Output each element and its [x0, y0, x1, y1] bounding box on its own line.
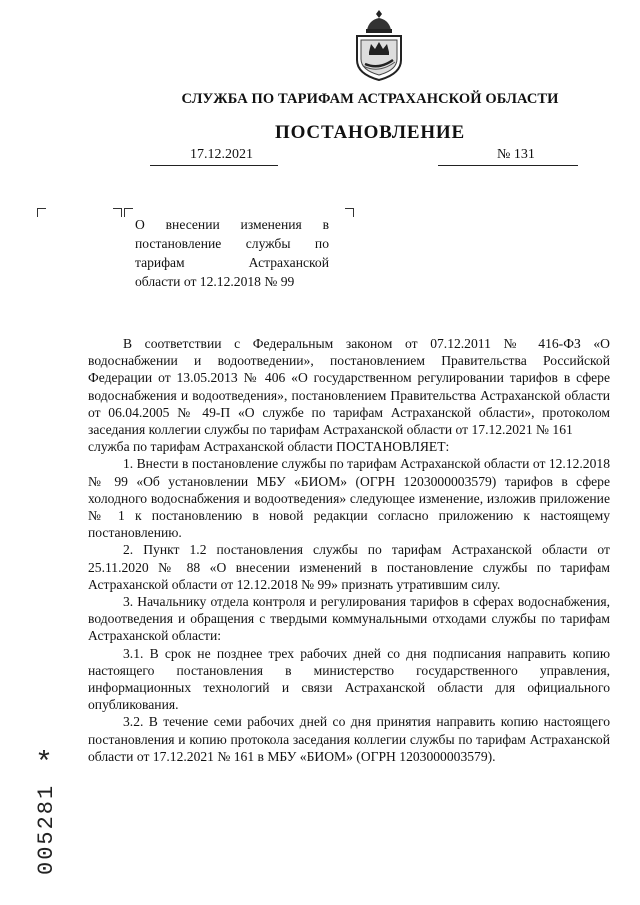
- document-body: [88, 335, 610, 765]
- margin-registration-stamp: [22, 750, 62, 880]
- margin-stamp-number: 005281: [34, 783, 59, 875]
- corner-bracket-mid-left: [124, 208, 133, 217]
- organization-title: СЛУЖБА ПО ТАРИФАМ АСТРАХАНСКОЙ ОБЛАСТИ: [181, 91, 559, 107]
- subject-line: О внесении изменения в: [135, 217, 329, 232]
- document-type-title: ПОСТАНОВЛЕНИЕ: [275, 122, 465, 143]
- paragraph-3: 3. Начальнику отдела контроля и регулирования тарифов в сферах водоснабжения, водоотведения и обращения с твердыми коммунальными отходами службы по тарифам Астраханской области:: [88, 594, 610, 644]
- subject-line: тарифам Астраханской: [135, 255, 329, 270]
- corner-bracket-mid-right: [113, 208, 122, 217]
- document-date: 17.12.2021: [190, 147, 253, 162]
- coat-of-arms-emblem: [349, 8, 409, 82]
- paragraph-3-2: 3.2. В течение семи рабочих дней со дня принятия направить копию настоящего постановления и копию протокола заседания коллегии службы по тарифам Астраханской области от 17.12.2021 № 161 в МБУ «БИОМ» (ОГРН 1203000003579).: [88, 714, 610, 764]
- subject-line: постановление службы по: [135, 236, 329, 251]
- number-underline: [438, 165, 578, 166]
- document-number: № 131: [497, 147, 535, 162]
- date-underline: [150, 165, 278, 166]
- subject-block: [135, 215, 329, 291]
- paragraph-2: 2. Пункт 1.2 постановления службы по тарифам Астраханской области от 25.11.2020 № 88 «О внесении изменений в постановление службы по тарифам Астраханской области от 12.12.2018 № 99» признать утратившим силу.: [88, 542, 610, 592]
- corner-bracket-left: [37, 208, 46, 217]
- subject-line: области от 12.12.2018 № 99: [135, 274, 295, 289]
- margin-asterisk: *: [38, 750, 50, 777]
- paragraph-1: 1. Внести в постановление службы по тарифам Астраханской области от 12.12.2018 № 99 «Об установлении МБУ «БИОМ» (ОГРН 1203000003579) тарифов в сфере холодного водоснабжения и водоотведения» следующее изменение, изложив приложение № 1 к постановлению в новой редакции согласно приложению к настоящему постановлению.: [88, 456, 610, 541]
- preamble-paragraph: В соответствии с Федеральным законом от 07.12.2011 № 416-ФЗ «О водоснабжении и водоотведении», постановлением Правительства Российской Федерации от 13.05.2013 № 406 «О государственном регулировании тарифов в сфере водоснабжения и водоотведения», постановлением Правительства Астраханской области от 06.04.2005 № 49-П «О службе по тарифам Астраханской области», протоколом заседания коллегии службы по тарифам Астраханской области от 17.12.2021 № 161: [88, 336, 610, 438]
- paragraph-3-1: 3.1. В срок не позднее трех рабочих дней со дня подписания направить копию настоящего постановления в министерство государственного управления, информационных технологий и связи Астраханской области для официального опубликования.: [88, 645, 610, 713]
- resolves-line: служба по тарифам Астраханской области ПОСТАНОВЛЯЕТ:: [88, 439, 450, 455]
- corner-bracket-right: [345, 208, 354, 217]
